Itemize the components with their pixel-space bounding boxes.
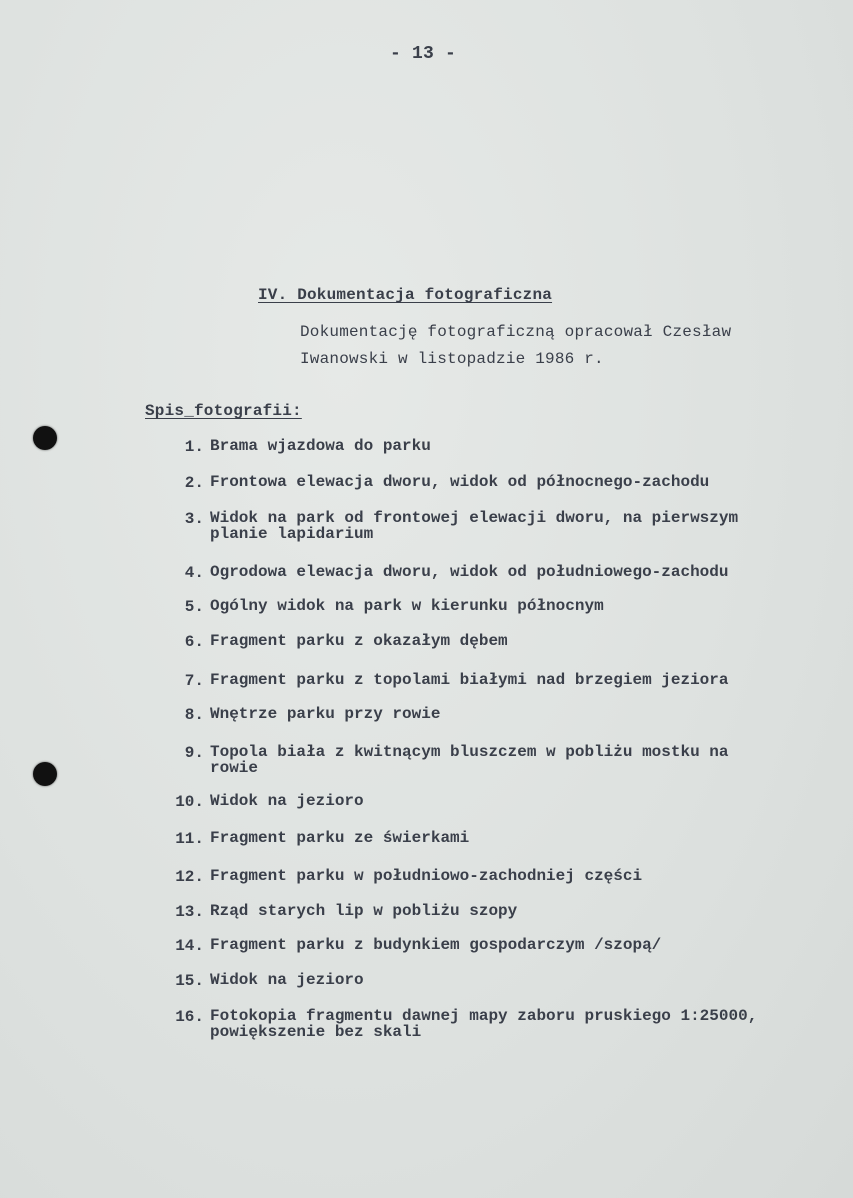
list-item-text: Frontowa elewacja dworu, widok od północnego-zachodu <box>210 473 710 491</box>
list-item-number: 16. <box>175 1008 204 1026</box>
list-item-text: Fotokopia fragmentu dawnej mapy zaboru pruskiego 1:25000, <box>210 1007 758 1025</box>
section-title: IV. Dokumentacja fotograficzna <box>258 286 553 304</box>
list-item-text: Ogólny widok na park w kierunku północnym <box>210 597 604 615</box>
list-item-number: 15. <box>175 972 204 990</box>
page-number: - 13 - <box>390 44 457 64</box>
section-text-line-2: Iwanowski w listopadzie 1986 r. <box>300 350 604 368</box>
list-item-text: Widok na jezioro <box>210 792 364 810</box>
list-item-number: 7. <box>184 672 204 690</box>
list-heading: Spis_fotografii: <box>145 402 302 420</box>
list-item-number: 14. <box>175 937 204 955</box>
list-item-number: 12. <box>175 868 204 886</box>
list-item-text: Fragment parku z okazałym dębem <box>210 632 508 650</box>
list-item-text: Rząd starych lip w pobliżu szopy <box>210 902 518 920</box>
list-item-number: 11. <box>175 830 204 848</box>
list-item-number: 9. <box>184 744 204 762</box>
list-item-number: 1. <box>184 438 204 456</box>
list-item-text: Fragment parku z topolami białymi nad brzegiem jeziora <box>210 671 729 689</box>
list-item-number: 4. <box>184 564 204 582</box>
list-item-text: Fragment parku ze świerkami <box>210 829 470 847</box>
list-item-text: Widok na jezioro <box>210 971 364 989</box>
section-text-line-1: Dokumentację fotograficzną opracował Czesław <box>300 323 732 341</box>
list-item-number: 13. <box>175 903 204 921</box>
list-item-text-continued: rowie <box>210 759 259 777</box>
list-item-text: Brama wjazdowa do parku <box>210 437 431 455</box>
list-item-number: 2. <box>184 474 204 492</box>
list-item-number: 3. <box>184 510 204 528</box>
list-item-number: 10. <box>175 793 204 811</box>
punch-hole-bottom <box>33 762 57 786</box>
list-item-text-continued: powiększenie bez skali <box>210 1023 422 1041</box>
punch-hole-top <box>33 426 57 450</box>
list-item-number: 6. <box>184 633 204 651</box>
list-item-text: Fragment parku z budynkiem gospodarczym /szopą/ <box>210 936 662 954</box>
list-item-text-continued: planie lapidarium <box>210 525 374 543</box>
list-item-text: Fragment parku w południowo-zachodniej części <box>210 867 643 885</box>
list-item-text: Widok na park od frontowej elewacji dworu, na pierwszym <box>210 509 739 527</box>
list-item-number: 8. <box>184 706 204 724</box>
list-item-text: Wnętrze parku przy rowie <box>210 705 441 723</box>
list-item-number: 5. <box>184 598 204 616</box>
list-item-text: Ogrodowa elewacja dworu, widok od południowego-zachodu <box>210 563 729 581</box>
list-item-text: Topola biała z kwitnącym bluszczem w pobliżu mostku na <box>210 743 729 761</box>
